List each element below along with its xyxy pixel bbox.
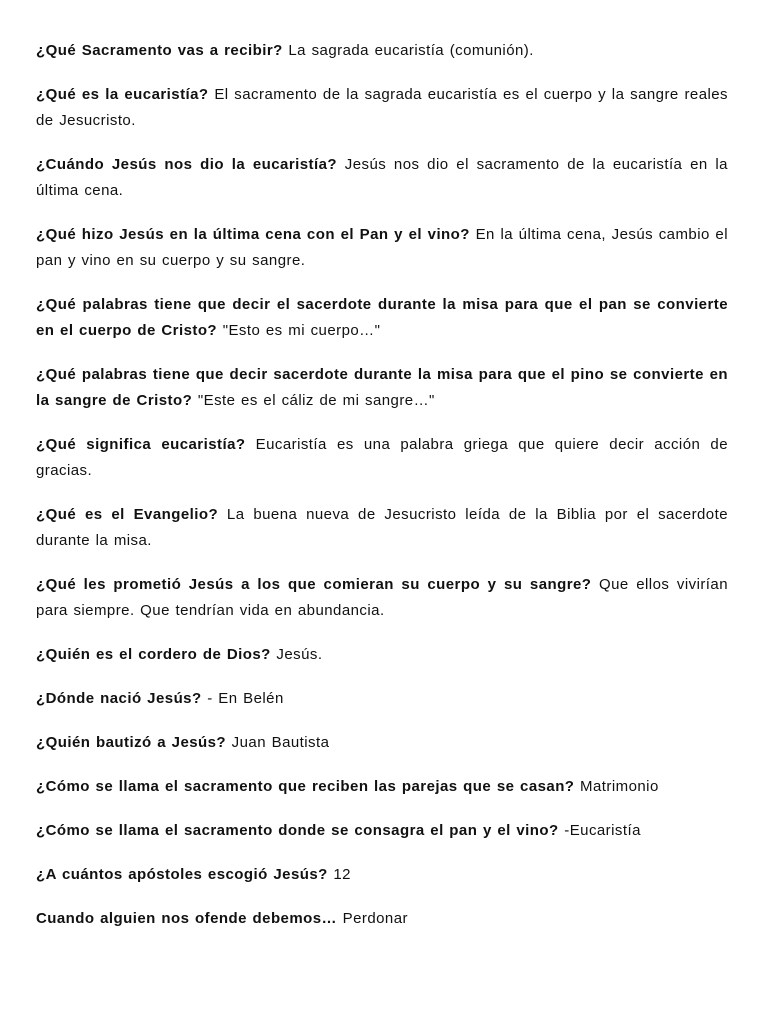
- question-text: ¿Qué es el Evangelio?: [36, 506, 219, 523]
- qa-item: [36, 292, 728, 344]
- qa-item: [36, 774, 728, 800]
- answer-text: Matrimonio: [580, 778, 659, 795]
- qa-item: [36, 362, 728, 414]
- qa-item: [36, 906, 728, 932]
- document-page: [36, 38, 728, 950]
- answer-text: La buena nueva de Jesucristo leída de la Biblia por el sacerdote durante la misa.: [36, 506, 729, 549]
- answer-text: Juan Bautista: [231, 734, 330, 751]
- answer-text: Jesús nos dio el sacramento de la eucaristía en la última cena.: [36, 156, 728, 199]
- question-text: ¿Dónde nació Jesús?: [36, 690, 202, 707]
- answer-text: - En Belén: [207, 690, 284, 707]
- question-text: ¿Qué hizo Jesús en la última cena con el Pan y el vino?: [36, 226, 470, 243]
- qa-item: [36, 38, 728, 64]
- question-text: ¿Cómo se llama el sacramento que reciben las parejas que se casan?: [36, 778, 575, 795]
- qa-item: [36, 642, 728, 668]
- question-text: ¿Cómo se llama el sacramento donde se consagra el pan y el vino?: [36, 822, 559, 839]
- answer-text: -Eucaristía: [564, 822, 641, 839]
- answer-text: El sacramento de la sagrada eucaristía es el cuerpo y la sangre reales de Jesucristo.: [36, 86, 729, 129]
- question-text: ¿Qué significa eucaristía?: [36, 436, 246, 453]
- question-text: ¿Qué es la eucaristía?: [36, 86, 209, 103]
- qa-item: [36, 502, 728, 554]
- question-text: ¿A cuántos apóstoles escogió Jesús?: [36, 866, 328, 883]
- qa-item: [36, 818, 728, 844]
- question-text: ¿Qué Sacramento vas a recibir?: [36, 42, 283, 59]
- answer-text: Que ellos vivirían para siempre. Que tendrían vida en abundancia.: [36, 576, 728, 619]
- qa-item: [36, 152, 728, 204]
- answer-text: En la última cena, Jesús cambio el pan y vino en su cuerpo y su sangre.: [36, 226, 728, 269]
- qa-item: [36, 222, 728, 274]
- question-text: ¿Qué les prometió Jesús a los que comieran su cuerpo y su sangre?: [36, 576, 592, 593]
- answer-text: "Esto es mi cuerpo…": [222, 322, 381, 339]
- qa-item: [36, 686, 728, 712]
- question-text: ¿Qué palabras tiene que decir sacerdote durante la misa para que el pino se convierte en la sangre de Cristo?: [36, 366, 728, 409]
- answer-text: Eucaristía es una palabra griega que quiere decir acción de gracias.: [36, 436, 728, 479]
- question-text: ¿Quién bautizó a Jesús?: [36, 734, 227, 751]
- question-text: Cuando alguien nos ofende debemos…: [36, 910, 337, 927]
- question-text: ¿Qué palabras tiene que decir el sacerdote durante la misa para que el pan se convierte en el cuerpo de Cristo?: [36, 296, 728, 339]
- qa-item: [36, 572, 728, 624]
- question-text: ¿Cuándo Jesús nos dio la eucaristía?: [36, 156, 338, 173]
- qa-item: [36, 730, 728, 756]
- qa-item: [36, 432, 728, 484]
- answer-text: Jesús.: [276, 646, 323, 663]
- answer-text: La sagrada eucaristía (comunión).: [288, 42, 534, 59]
- answer-text: 12: [333, 866, 351, 883]
- qa-item: [36, 862, 728, 888]
- answer-text: "Este es el cáliz de mi sangre…": [197, 392, 435, 409]
- question-text: ¿Quién es el cordero de Dios?: [36, 646, 271, 663]
- answer-text: Perdonar: [342, 910, 408, 927]
- qa-item: [36, 82, 728, 134]
